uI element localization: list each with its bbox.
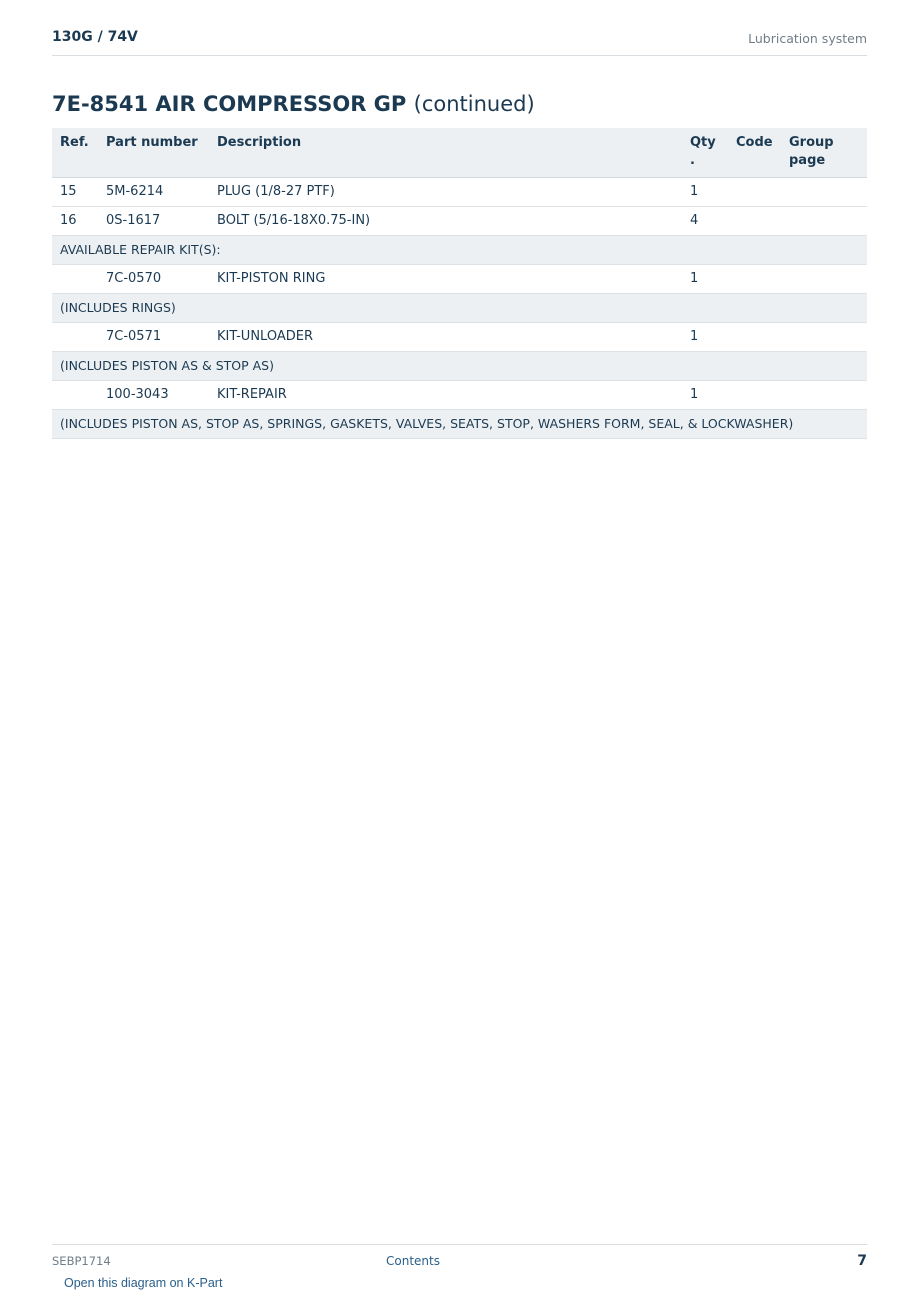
- cell-part-number: 0S-1617: [98, 207, 209, 236]
- cell-part-number: 7C-0571: [98, 323, 209, 352]
- table-header-row: [52, 128, 867, 178]
- cell-ref: [52, 381, 98, 410]
- page-number: 7: [857, 1253, 867, 1269]
- col-header-code: Code: [728, 128, 781, 178]
- col-header-qty-line1: Qty: [690, 135, 716, 150]
- col-header-group-page: [781, 128, 867, 178]
- cell-part-number: 100-3043: [98, 381, 209, 410]
- col-header-part-number: Part number: [98, 128, 209, 178]
- kit-note: (INCLUDES RINGS): [52, 294, 867, 323]
- col-header-qty: [682, 128, 728, 178]
- title-main: 7E-8541 AIR COMPRESSOR GP: [52, 92, 407, 116]
- col-header-group-line1: Group: [789, 135, 834, 150]
- page-header: [52, 28, 867, 56]
- cell-group-page: [781, 323, 867, 352]
- cell-qty: 1: [682, 178, 728, 207]
- col-header-description: Description: [209, 128, 682, 178]
- cell-description: KIT-PISTON RING: [209, 265, 682, 294]
- cell-group-page: [781, 207, 867, 236]
- cell-ref: [52, 323, 98, 352]
- cell-code: [728, 207, 781, 236]
- cell-ref: 16: [52, 207, 98, 236]
- col-header-group-line2: page: [789, 153, 826, 168]
- kits-heading-row: [52, 236, 867, 265]
- cell-code: [728, 323, 781, 352]
- col-header-qty-line2: .: [690, 153, 695, 168]
- cell-code: [728, 178, 781, 207]
- col-header-ref: Ref.: [52, 128, 98, 178]
- kit-row: [52, 265, 867, 294]
- cell-part-number: 7C-0570: [98, 265, 209, 294]
- cell-ref: [52, 265, 98, 294]
- table-row: [52, 178, 867, 207]
- cell-group-page: [781, 381, 867, 410]
- document-id: SEBP1714: [52, 1254, 111, 1268]
- cell-description: PLUG (1/8-27 PTF): [209, 178, 682, 207]
- cell-description: KIT-REPAIR: [209, 381, 682, 410]
- cell-group-page: [781, 178, 867, 207]
- cell-qty: 4: [682, 207, 728, 236]
- cell-description: BOLT (5/16-18X0.75-IN): [209, 207, 682, 236]
- open-kpart-link[interactable]: Open this diagram on K-Part: [64, 1276, 223, 1290]
- kit-row: [52, 381, 867, 410]
- kit-note-row: [52, 410, 867, 439]
- model-label: 130G / 74V: [52, 29, 138, 45]
- contents-link[interactable]: Contents: [386, 1254, 440, 1268]
- section-name: Lubrication system: [748, 31, 867, 46]
- kits-heading: AVAILABLE REPAIR KIT(S):: [52, 236, 867, 265]
- cell-code: [728, 265, 781, 294]
- cell-ref: 15: [52, 178, 98, 207]
- table-row: [52, 207, 867, 236]
- title-suffix: (continued): [413, 92, 535, 116]
- parts-table: [52, 128, 867, 439]
- kit-note-row: [52, 294, 867, 323]
- kit-note: (INCLUDES PISTON AS, STOP AS, SPRINGS, GASKETS, VALVES, SEATS, STOP, WASHERS FORM, SEAL, & LOCKWASHER): [52, 410, 867, 439]
- cell-qty: 1: [682, 381, 728, 410]
- page-title: [52, 90, 535, 118]
- cell-group-page: [781, 265, 867, 294]
- cell-part-number: 5M-6214: [98, 178, 209, 207]
- kit-note: (INCLUDES PISTON AS & STOP AS): [52, 352, 867, 381]
- page-footer: [52, 1244, 867, 1275]
- cell-code: [728, 381, 781, 410]
- cell-qty: 1: [682, 323, 728, 352]
- cell-qty: 1: [682, 265, 728, 294]
- kit-row: [52, 323, 867, 352]
- kit-note-row: [52, 352, 867, 381]
- cell-description: KIT-UNLOADER: [209, 323, 682, 352]
